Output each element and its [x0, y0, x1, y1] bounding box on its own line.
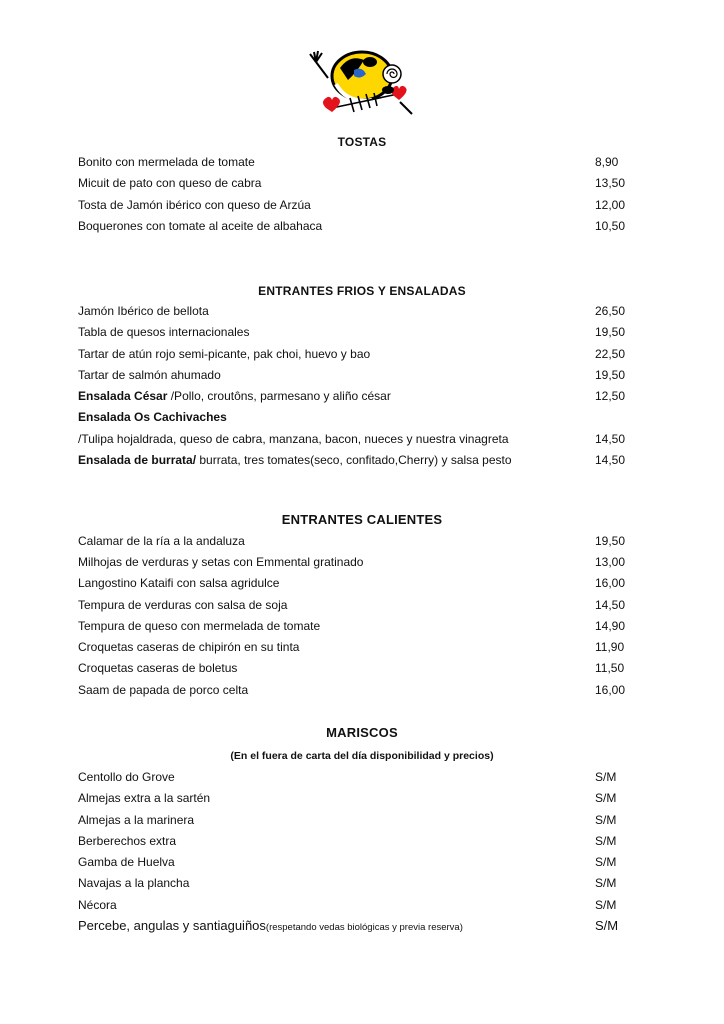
menu-item	[78, 575, 638, 591]
section-title-tostas: TOSTAS	[337, 135, 387, 149]
menu-item	[78, 431, 638, 447]
item-name: Saam de papada de porco celta	[78, 683, 249, 697]
item-name: Micuit de pato con queso de cabra	[78, 176, 262, 190]
item-name: Bonito con mermelada de tomate	[78, 155, 255, 169]
item-price: 10,50	[595, 219, 626, 233]
menu-item	[78, 833, 638, 849]
item-name: Tempura de verduras con salsa de soja	[78, 598, 288, 612]
item-name	[78, 918, 463, 936]
item-price: S/M	[595, 834, 617, 848]
menu-item	[78, 660, 638, 676]
item-price: 16,00	[595, 576, 626, 590]
item-description: /Pollo, croutôns, parmesano y aliño césar	[167, 389, 391, 403]
item-price: S/M	[595, 855, 617, 869]
item-price: 8,90	[595, 155, 619, 169]
item-description: burrata, tres tomates(seco, confitado,Cherry) y salsa pesto	[196, 453, 512, 467]
item-description: /Tulipa hojaldrada, queso de cabra, manzana, bacon, nueces y nuestra vinagreta	[78, 432, 509, 446]
menu-item	[78, 197, 638, 213]
item-name-bold: Ensalada de burrata/	[78, 453, 197, 467]
item-price: S/M	[595, 876, 617, 890]
item-name: Tartar de salmón ahumado	[78, 368, 221, 382]
section-title-entrantes-frios: ENTRANTES FRIOS Y ENSALADAS	[258, 284, 466, 298]
menu-item	[78, 875, 638, 891]
menu-item	[78, 812, 638, 828]
item-price: S/M	[595, 918, 619, 933]
menu-item	[78, 769, 638, 785]
item-price: 12,50	[595, 389, 626, 403]
item-price: 14,50	[595, 598, 626, 612]
item-name-bold: Ensalada Os Cachivaches	[78, 410, 227, 424]
item-name: Calamar de la ría a la andaluza	[78, 534, 245, 548]
item-note: (respetando vedas biológicas y previa reserva)	[265, 922, 463, 933]
item-price: 13,50	[595, 176, 626, 190]
item-name: Tabla de quesos internacionales	[78, 325, 250, 339]
item-name: Tempura de queso con mermelada de tomate	[78, 619, 321, 633]
item-name: Boquerones con tomate al aceite de albahaca	[78, 219, 323, 233]
menu-item	[78, 346, 638, 362]
menu-item	[78, 533, 638, 549]
item-name: Gamba de Huelva	[78, 855, 175, 869]
menu-item	[78, 790, 638, 806]
menu-item	[78, 175, 638, 191]
item-name	[78, 452, 512, 468]
item-price: 13,00	[595, 555, 626, 569]
item-name: Navajas a la plancha	[78, 876, 190, 890]
menu-item	[78, 897, 638, 913]
item-title: Percebe, angulas y santiaguiños	[78, 918, 266, 933]
menu-item	[78, 388, 638, 404]
item-name: Croquetas caseras de boletus	[78, 661, 238, 675]
item-price: 14,90	[595, 619, 626, 633]
item-name: Jamón Ibérico de bellota	[78, 304, 209, 318]
item-price: 22,50	[595, 347, 626, 361]
menu-item	[78, 854, 638, 870]
item-name	[78, 409, 227, 425]
menu-item	[78, 918, 638, 934]
item-price: 14,50	[595, 453, 626, 467]
item-price: 16,00	[595, 683, 626, 697]
item-price: 12,00	[595, 198, 626, 212]
item-price: 14,50	[595, 432, 626, 446]
restaurant-logo-icon	[302, 44, 420, 120]
menu-item	[78, 618, 638, 634]
menu-item	[78, 154, 638, 170]
section-title-entrantes-calientes: ENTRANTES CALIENTES	[281, 512, 443, 527]
menu-item	[78, 218, 638, 234]
item-name: Tosta de Jamón ibérico con queso de Arzúa	[78, 198, 311, 212]
menu-item	[78, 554, 638, 570]
menu-item	[78, 303, 638, 319]
menu-item	[78, 597, 638, 613]
item-name: Tartar de atún rojo semi-picante, pak choi, huevo y bao	[78, 347, 371, 361]
menu-item	[78, 452, 638, 468]
item-name-bold: Ensalada César	[78, 389, 168, 403]
item-name: Croquetas caseras de chipirón en su tinta	[78, 640, 300, 654]
item-name: Almejas a la marinera	[78, 813, 195, 827]
item-price: S/M	[595, 791, 617, 805]
item-name: Berberechos extra	[78, 834, 177, 848]
item-price: 19,50	[595, 534, 626, 548]
menu-item	[78, 639, 638, 655]
menu-item	[78, 324, 638, 340]
item-price: 11,50	[595, 661, 625, 675]
item-name: Centollo do Grove	[78, 770, 175, 784]
section-note: (En el fuera de carta del día disponibilidad y precios)	[230, 750, 494, 762]
item-price: S/M	[595, 813, 617, 827]
item-price: 26,50	[595, 304, 626, 318]
item-price: S/M	[595, 898, 617, 912]
item-price: S/M	[595, 770, 617, 784]
item-price: 19,50	[595, 325, 626, 339]
menu-item	[78, 682, 638, 698]
item-name: Almejas extra a la sartén	[78, 791, 211, 805]
menu-item	[78, 409, 638, 425]
section-title-mariscos: MARISCOS	[326, 725, 398, 740]
menu-item	[78, 367, 638, 383]
item-name: Milhojas de verduras y setas con Emmental gratinado	[78, 555, 364, 569]
item-name	[78, 388, 391, 404]
item-name: Langostino Kataifi con salsa agridulce	[78, 576, 280, 590]
item-price: 11,90	[595, 640, 625, 654]
item-name: Nécora	[78, 898, 117, 912]
item-price: 19,50	[595, 368, 626, 382]
